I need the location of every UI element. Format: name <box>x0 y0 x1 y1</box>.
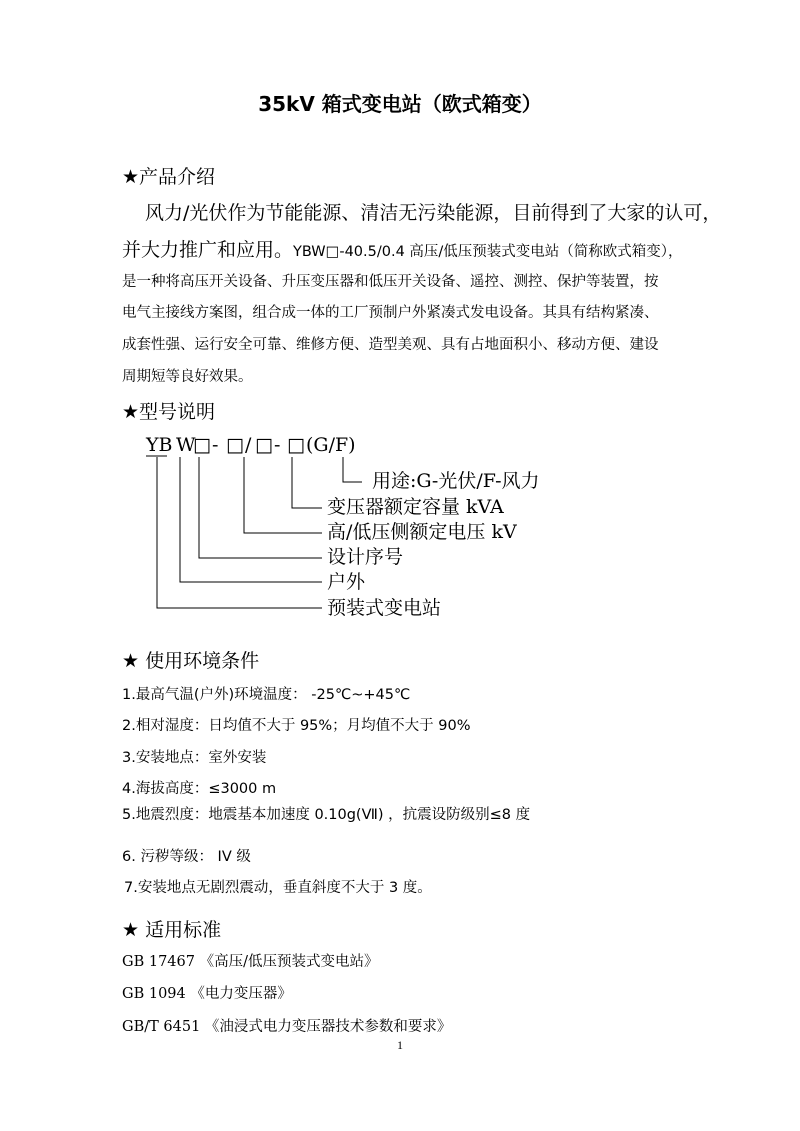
model-label-substation: 预装式变电站 <box>327 597 442 619</box>
model-code-dash-2: - <box>274 434 281 456</box>
model-code-w: W <box>176 434 196 456</box>
intro-line-1: 风力/光伏作为节能能源、清洁无污染能源，目前得到了大家的认可， <box>145 202 722 224</box>
intro-line-2b: YBW□-40.5/0.4 高压/低压预装式变电站（简称欧式箱变）， <box>293 244 683 260</box>
page-title: 35kV 箱式变电站（欧式箱变） <box>258 92 542 116</box>
model-diagram <box>0 425 800 635</box>
leader-outdoor <box>180 457 322 582</box>
standard-item: GB 17467 《高压/低压预装式变电站》 <box>122 954 379 970</box>
env-item: 4.海拔高度：≤3000 m <box>122 781 277 797</box>
intro-line-2 <box>122 235 683 262</box>
model-code-box-3: □ <box>255 434 273 456</box>
standard-item: GB 1094 《电力变压器》 <box>122 986 292 1002</box>
model-code-suffix: (G/F) <box>306 434 356 456</box>
model-code-dash-1: - <box>212 434 219 456</box>
leader-voltage <box>244 457 322 533</box>
env-item: 3.安装地点：室外安装 <box>122 750 267 766</box>
leader-usage <box>343 457 362 482</box>
model-label-serial: 设计序号 <box>327 546 404 568</box>
model-code-yb: YB <box>146 434 173 456</box>
env-item: 2.相对湿度：日均值不大于 95%；月均值不大于 90% <box>122 718 471 734</box>
env-item: 1.最高气温(户外)环境温度： -25℃~+45℃ <box>122 687 411 703</box>
model-code-box-2: □ <box>226 434 244 456</box>
page-number: 1 <box>397 1038 403 1052</box>
standards-heading: ★ 适用标准 <box>122 919 222 941</box>
model-code-box-1: □ <box>193 434 211 456</box>
model-label-capacity: 变压器额定容量 kVA <box>327 496 504 518</box>
env-item: 5.地震烈度：地震基本加速度 0.10g(Ⅶ) ，抗震设防级别≤8 度 <box>122 807 531 823</box>
model-label-voltage: 高/低压侧额定电压 kV <box>327 521 517 543</box>
intro-line-2a: 并大力推广和应用。 <box>122 239 294 261</box>
env-item: 6. 污秽等级： IV 级 <box>122 849 251 865</box>
model-code-slash: / <box>245 434 252 456</box>
leader-capacity <box>292 457 322 508</box>
intro-line-3: 是一种将高压开关设备、升压变压器和低压开关设备、遥控、测控、保护等装置，按 <box>122 274 659 290</box>
standard-item: GB/T 6451 《油浸式电力变压器技术参数和要求》 <box>122 1019 452 1035</box>
intro-line-4: 电气主接线方案图，组合成一体的工厂预制户外紧凑式发电设备。其具有结构紧凑、 <box>122 305 659 321</box>
env-item: 7.安装地点无剧烈震动，垂直斜度不大于 3 度。 <box>124 880 432 896</box>
model-label-outdoor: 户外 <box>327 571 366 593</box>
model-heading: ★型号说明 <box>122 401 216 423</box>
model-label-usage: 用途:G-光伏/F-风力 <box>372 470 540 492</box>
intro-line-6: 周期短等良好效果。 <box>122 369 253 385</box>
intro-line-5: 成套性强、运行安全可靠、维修方便、造型美观、具有占地面积小、移动方便、建设 <box>122 337 659 353</box>
intro-heading: ★产品介绍 <box>122 166 216 188</box>
env-heading: ★ 使用环境条件 <box>122 650 260 672</box>
model-code-box-4: □ <box>287 434 305 456</box>
